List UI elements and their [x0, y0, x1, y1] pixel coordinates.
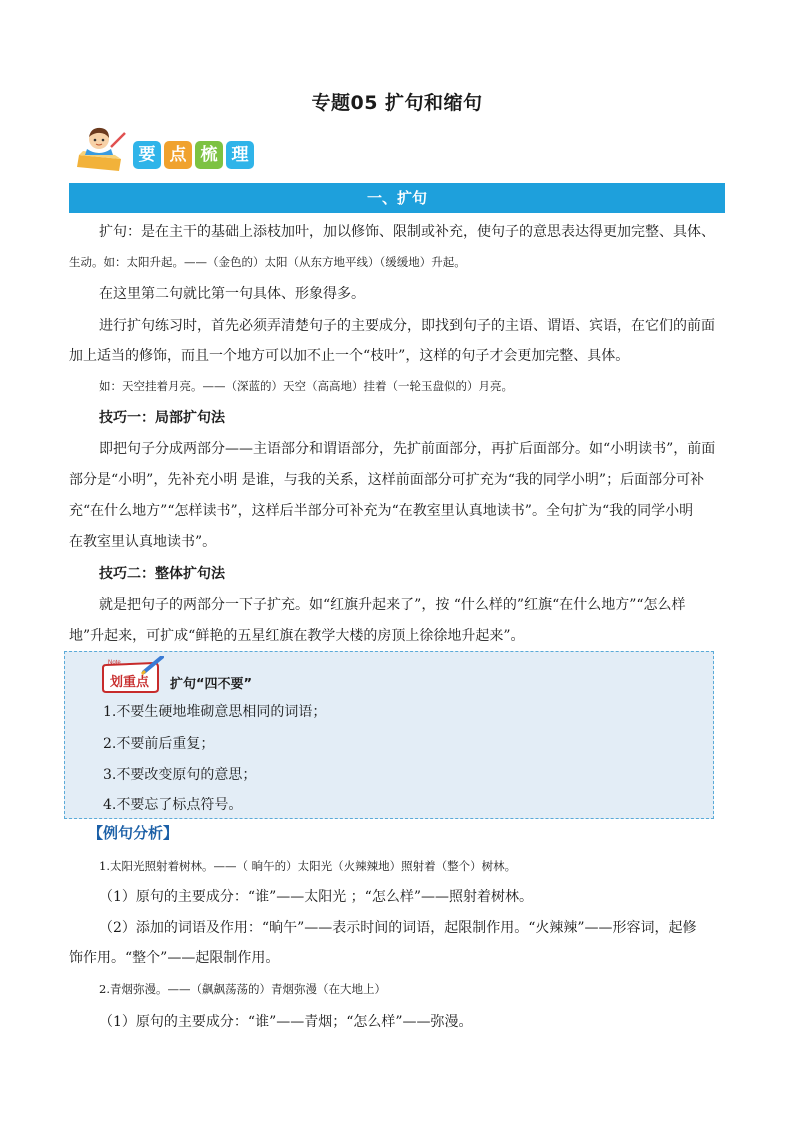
tip2-heading: 技巧二：整体扩句法: [99, 566, 225, 582]
banner-char-2: 点: [164, 141, 192, 169]
key-points-banner: [75, 123, 255, 175]
paragraph-line: 在这里第二句就比第一句具体、形象得多。: [99, 286, 365, 302]
example-line: （1）原句的主要成分：“谁”——太阳光 ；“怎么样”——照射着树林。: [99, 889, 533, 905]
banner-char-1: 要: [133, 141, 161, 169]
box-item: 1.不要生硬地堆砌意思相同的词语；: [103, 704, 327, 720]
banner-char-4: 理: [226, 141, 254, 169]
paragraph-line: 生动。如：太阳升起。——（金色的）太阳（从东方地平线）（缓缓地）升起。: [69, 255, 466, 269]
paragraph-line: 在教室里认真地读书”。: [69, 534, 217, 550]
reading-child-icon: [75, 125, 131, 173]
key-point-badge: [100, 656, 164, 694]
paragraph-line: 即把句子分成两部分——主语部分和谓语部分，先扩前面部分，再扩后面部分。如“小明读书”，前面: [99, 441, 716, 457]
paragraph-line: 扩句：是在主干的基础上添枝加叶，加以修饰、限制或补充，使句子的意思表达得更加完整、具体、: [99, 224, 715, 240]
paragraph-line: 充“在什么地方”“怎样读书”，这样后半部分可补充为“在教室里认真地读书”。全句扩为“我的同学小明: [69, 503, 694, 519]
badge-text: 划重点: [110, 675, 150, 690]
box-item: 4.不要忘了标点符号。: [103, 797, 243, 813]
banner-char-3: 梳: [195, 141, 223, 169]
paragraph-line: 加上适当的修饰，而且一个地方可以加不止一个“枝叶”，这样的句子才会更加完整、具体。: [69, 348, 630, 364]
example-line: （2）添加的词语及作用：“晌午”——表示时间的词语，起限制作用。“火辣辣”——形容词，起修: [99, 920, 697, 936]
box-title: 扩句“四不要”: [170, 677, 253, 692]
badge-note-text: Note: [108, 660, 121, 666]
paragraph-line: 进行扩句练习时，首先必须弄清楚句子的主要成分，即找到句子的主语、谓语、宾语，在它们的前面: [99, 318, 715, 334]
paragraph-line: 就是把句子的两部分一下子扩充。如“红旗升起来了”，按 “什么样的”红旗“在什么地方”“怎么样: [99, 597, 686, 613]
tip1-heading: 技巧一：局部扩句法: [99, 410, 225, 426]
paragraph-line: 部分是“小明”，先补充小明 是谁，与我的关系，这样前面部分可扩充为“我的同学小明”；后面部分可补: [69, 472, 705, 488]
paragraph-line: 如：天空挂着月亮。——（深蓝的）天空（高高地）挂着（一轮玉盘似的）月亮。: [99, 379, 513, 393]
section-heading-bar: 一、扩句: [69, 183, 725, 213]
page-title: 专题05 扩句和缩句: [311, 92, 483, 114]
paragraph-line: 地”升起来，可扩成“鲜艳的五星红旗在教学大楼的房顶上徐徐地升起来”。: [69, 628, 525, 644]
example-line: 2.青烟弥漫。——（飙飙荡荡的）青烟弥漫（在大地上）: [99, 982, 386, 996]
example-line: （1）原句的主要成分：“谁”——青烟；“怎么样”——弥漫。: [99, 1014, 473, 1030]
example-line: 饰作用。“整个”——起限制作用。: [69, 950, 280, 966]
example-analysis-heading: 【例句分析】: [88, 824, 179, 842]
box-item: 2.不要前后重复；: [103, 736, 215, 752]
box-item: 3.不要改变原句的意思；: [103, 767, 257, 783]
example-line: 1.太阳光照射着树林。——（ 晌午的）太阳光（火辣辣地）照射着（整个）树林。: [99, 859, 517, 873]
